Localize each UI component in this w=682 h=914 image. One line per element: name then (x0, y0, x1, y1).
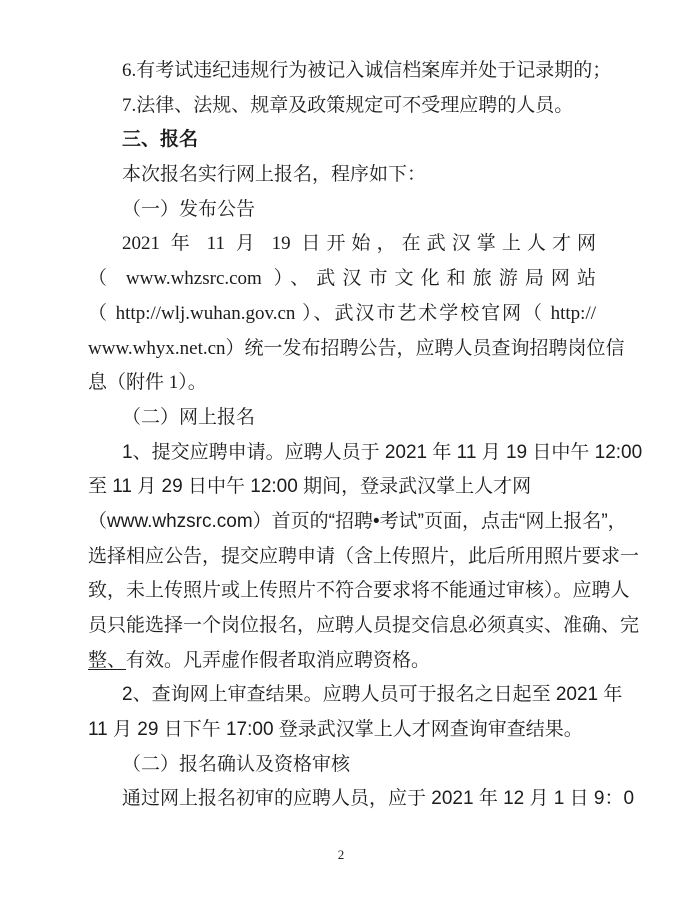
document-body (88, 54, 643, 817)
doc-line: 至 11 月 29 日中午 12:00 期间，登录武汉掌上人才网 (88, 476, 532, 498)
subsection-heading: （二）网上报名 (122, 406, 256, 428)
doc-line: 选择相应公告，提交应聘申请（含上传照片，此后所用照片要求一 (88, 545, 640, 567)
subsection-heading: （一）发布公告 (122, 198, 256, 220)
page-number: 2 (337, 847, 345, 862)
section-heading: 三、报名 (122, 129, 199, 151)
doc-line: 6.有考试违纪违规行为被记入诚信档案库并处于记录期的； (122, 60, 612, 81)
doc-line: 1、提交应聘申请。应聘人员于 2021 年 11 月 19 日中午 12:00 (122, 441, 643, 463)
doc-line: 息（附件 1）。 (88, 372, 207, 394)
doc-line: 员只能选择一个岗位报名，应聘人员提交信息必须真实、准确、完 (88, 615, 640, 636)
doc-line: 2021 年 11 月 19 日开始，在武汉掌上人才网 (122, 233, 596, 255)
doc-line: 7.法律、法规、规章及政策规定可不受理应聘的人员。 (122, 94, 574, 116)
doc-line: （www.whzsrc.com）首页的“招聘•考试”页面，点击“网上报名”， (88, 510, 627, 532)
doc-line: 2、查询网上审查结果。应聘人员可于报名之日起至 2021 年 (122, 684, 623, 706)
doc-line: 通过网上报名初审的应聘人员，应于 2021 年 12 月 1 日 9：0 (122, 788, 635, 810)
doc-line: 11 月 29 日下午 17:00 登录武汉掌上人才网查询审查结果。 (88, 719, 583, 741)
doc-line: www.whyx.net.cn）统一发布招聘公告，应聘人员查询招聘岗位信 (88, 337, 625, 359)
doc-line: 本次报名实行网上报名，程序如下： (122, 164, 427, 186)
doc-line: （ www.whzsrc.com ）、武汉市文化和旅游局网站 (88, 268, 596, 290)
subsection-heading: （二）报名确认及资格审核 (122, 753, 351, 775)
doc-line-text: 有效。凡弄虚作假者取消应聘资格。 (126, 649, 431, 671)
doc-line: （ http://wlj.wuhan.gov.cn ）、武汉市艺术学校官网（ http:// (88, 302, 596, 324)
doc-line: 致，未上传照片或上传照片不符合要求将不能通过审核）。应聘人 (88, 580, 630, 602)
doc-line (88, 644, 596, 679)
underlined-text: 整、 (88, 649, 127, 671)
